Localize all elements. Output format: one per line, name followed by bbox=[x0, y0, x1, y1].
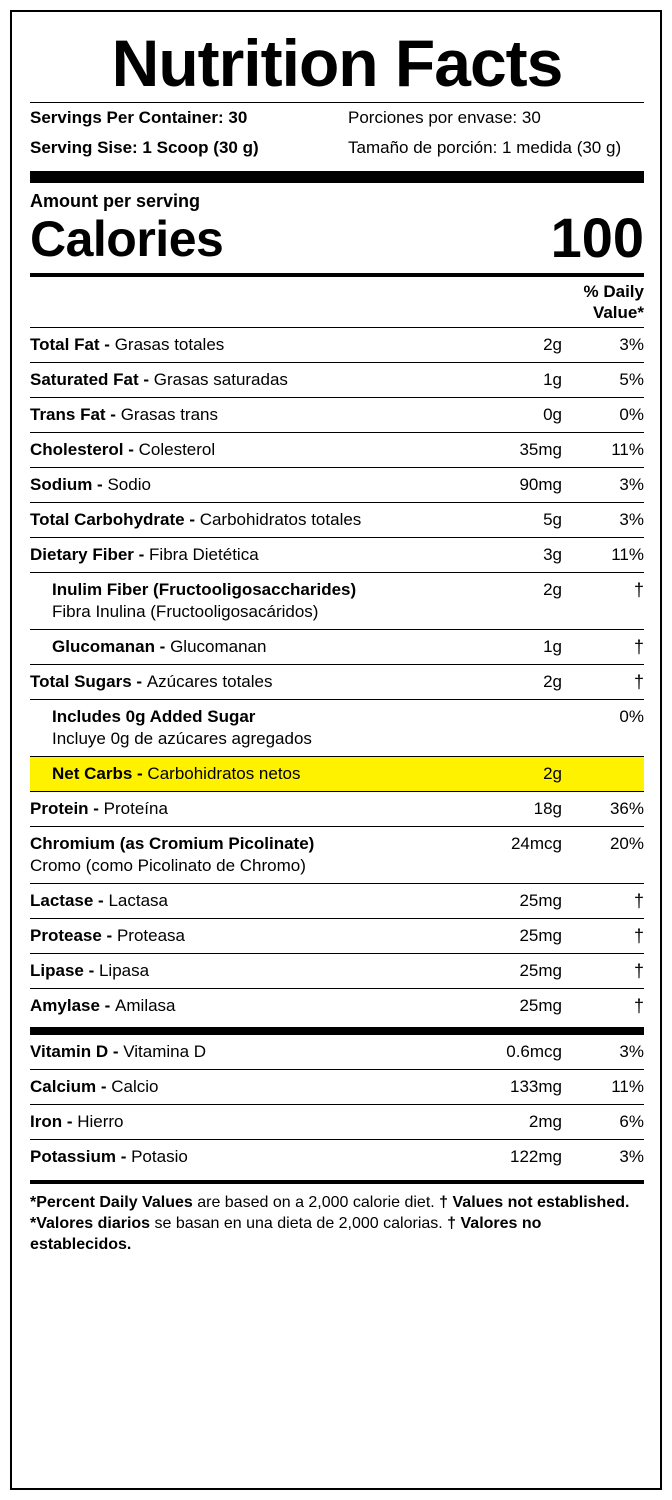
nutrient-name-es: Grasas trans bbox=[120, 405, 218, 424]
nutrient-dv: 3% bbox=[619, 335, 644, 354]
nutrient-name-en: Total Fat - bbox=[30, 335, 115, 354]
servings-per-container-es: Porciones por envase: 30 bbox=[348, 108, 541, 127]
nutrient-name-es: Incluye 0g de azúcares agregados bbox=[52, 729, 312, 748]
nutrient-name-es: Fibra Inulina (Fructooligosacáridos) bbox=[52, 602, 319, 621]
nutrient-dv: 11% bbox=[611, 545, 644, 564]
serving-size-es: Tamaño de porción: 1 medida (30 g) bbox=[348, 138, 622, 157]
nutrient-name-es: Carbohidratos netos bbox=[147, 764, 301, 783]
table-row bbox=[30, 1035, 644, 1069]
table-row bbox=[30, 953, 644, 988]
nutrient-name-es: Lipasa bbox=[98, 961, 150, 980]
table-row bbox=[30, 1104, 644, 1139]
serving-size-en: Serving Sise: 1 Scoop (30 g) bbox=[30, 138, 259, 157]
nutrient-name-en: Includes 0g Added Sugar bbox=[52, 707, 256, 726]
nutrient-dv: 20% bbox=[609, 834, 644, 853]
footnote-part2: are based on a 2,000 calorie diet. bbox=[192, 1194, 440, 1211]
nutrient-amount: 2g bbox=[543, 580, 562, 599]
table-row bbox=[30, 362, 644, 397]
nutrient-name-es: Amilasa bbox=[115, 996, 176, 1015]
nutrient-name-es: Colesterol bbox=[138, 440, 216, 459]
nutrient-name-en: Iron - bbox=[30, 1112, 78, 1131]
nutrient-amount: 2g bbox=[543, 672, 562, 691]
nutrient-dv: 3% bbox=[619, 1042, 644, 1061]
table-row bbox=[30, 327, 644, 362]
label-content bbox=[30, 26, 644, 1255]
nutrient-dv: † bbox=[633, 580, 644, 600]
table-row bbox=[30, 537, 644, 572]
table-row bbox=[30, 629, 644, 664]
nutrient-amount: 122mg bbox=[510, 1147, 562, 1166]
nutrient-name-es: Fibra Dietética bbox=[149, 545, 259, 564]
amount-per-serving-label: Amount per serving bbox=[30, 191, 201, 211]
nutrient-dv: 3% bbox=[619, 475, 644, 494]
servings-per-container-row bbox=[30, 103, 644, 133]
nutrient-name-es: Proteína bbox=[103, 799, 168, 818]
nutrient-name-en: Protein - bbox=[30, 799, 104, 818]
nutrient-dv: † bbox=[633, 996, 644, 1016]
nutrient-name-en: Calcium - bbox=[30, 1077, 112, 1096]
table-row bbox=[30, 988, 644, 1023]
nutrient-name-es: Azúcares totales bbox=[146, 672, 273, 691]
table-row bbox=[30, 791, 644, 826]
nutrient-name-en: Glucomanan - bbox=[52, 637, 171, 656]
nutrient-name-en: Net Carbs - bbox=[52, 764, 148, 783]
daily-value-header-line2: Value* bbox=[592, 303, 644, 322]
nutrient-amount: 2g bbox=[543, 764, 562, 783]
nutrient-amount: 24mcg bbox=[510, 834, 562, 853]
nutrient-name-en: Vitamin D - bbox=[30, 1042, 124, 1061]
nutrient-name-en: Lactase - bbox=[30, 891, 109, 910]
nutrient-name bbox=[30, 1041, 462, 1063]
nutrient-dv: 11% bbox=[611, 1077, 644, 1096]
nutrient-dv: † bbox=[633, 891, 644, 911]
nutrient-amount: 0.6mcg bbox=[506, 1042, 562, 1061]
nutrient-dv: † bbox=[633, 672, 644, 692]
table-row bbox=[30, 826, 644, 883]
nutrient-dv: † bbox=[633, 961, 644, 981]
nutrient-name bbox=[30, 1076, 462, 1098]
nutrition-facts-panel bbox=[10, 10, 662, 1490]
nutrient-name bbox=[30, 369, 462, 391]
nutrient-name-es: Grasas totales bbox=[114, 335, 225, 354]
nutrient-name bbox=[30, 1111, 462, 1133]
nutrient-amount: 133mg bbox=[510, 1077, 562, 1096]
nutrient-name bbox=[30, 833, 462, 877]
nutrient-name-en: Inulim Fiber (Fructooligosaccharides) bbox=[52, 580, 357, 599]
table-row bbox=[30, 572, 644, 629]
nutrient-name bbox=[30, 995, 462, 1017]
nutrient-name bbox=[30, 544, 462, 566]
nutrient-name-en: Protease - bbox=[30, 926, 117, 945]
footnote-part3: † Values not established. *Valores diarios bbox=[30, 1194, 630, 1232]
nutrient-amount: 3g bbox=[543, 545, 562, 564]
nutrient-name bbox=[30, 925, 462, 947]
nutrient-name-es: Cromo (como Picolinato de Chromo) bbox=[30, 856, 306, 875]
table-row bbox=[30, 397, 644, 432]
nutrient-name bbox=[30, 334, 462, 356]
nutrient-name bbox=[30, 439, 462, 461]
nutrient-amount: 18g bbox=[533, 799, 562, 818]
nutrient-dv: 6% bbox=[619, 1112, 644, 1131]
nutrient-amount: 90mg bbox=[519, 475, 562, 494]
nutrient-amount: 25mg bbox=[519, 891, 562, 910]
divider-vitamins bbox=[30, 1027, 644, 1035]
nutrient-name bbox=[30, 579, 462, 623]
nutrient-dv: 5% bbox=[619, 370, 644, 389]
table-row bbox=[30, 502, 644, 537]
calories-value: 100 bbox=[550, 206, 644, 269]
footnote bbox=[30, 1184, 644, 1255]
table-row bbox=[30, 1139, 644, 1174]
nutrient-name-es: Vitamina D bbox=[123, 1042, 207, 1061]
nutrient-name-en: Total Sugars - bbox=[30, 672, 147, 691]
nutrient-name-es: Hierro bbox=[77, 1112, 124, 1131]
nutrient-name-es: Proteasa bbox=[116, 926, 185, 945]
nutrient-name-en: Trans Fat - bbox=[30, 405, 121, 424]
table-row bbox=[30, 1069, 644, 1104]
footnote-part4: se basan en una dieta de 2,000 calorias. bbox=[150, 1215, 443, 1232]
nutrient-name bbox=[30, 798, 462, 820]
table-row bbox=[30, 918, 644, 953]
nutrient-name-es: Calcio bbox=[111, 1077, 159, 1096]
nutrient-name bbox=[30, 509, 462, 531]
nutrient-dv: 3% bbox=[619, 510, 644, 529]
table-row bbox=[30, 699, 644, 756]
nutrient-name-en: Sodium - bbox=[30, 475, 108, 494]
daily-value-header bbox=[30, 277, 644, 327]
nutrient-amount: 25mg bbox=[519, 961, 562, 980]
nutrient-amount: 1g bbox=[543, 637, 562, 656]
calories-label: Calories bbox=[30, 211, 224, 267]
nutrient-name-en: Amylase - bbox=[30, 996, 116, 1015]
nutrient-name bbox=[30, 763, 462, 785]
nutrient-name bbox=[30, 474, 462, 496]
nutrient-dv: 0% bbox=[619, 405, 644, 424]
footnote-part5: † Valores no establecidos. bbox=[30, 1215, 542, 1253]
table-row bbox=[30, 883, 644, 918]
nutrient-name bbox=[30, 890, 462, 912]
nutrient-name bbox=[30, 671, 462, 693]
nutrient-name-en: Potassium - bbox=[30, 1147, 132, 1166]
nutrient-name-es: Grasas saturadas bbox=[153, 370, 288, 389]
nutrient-name-es: Glucomanan bbox=[170, 637, 267, 656]
nutrient-name-en: Lipase - bbox=[30, 961, 99, 980]
nutrient-name-es: Carbohidratos totales bbox=[199, 510, 362, 529]
nutrient-amount: 35mg bbox=[519, 440, 562, 459]
nutrient-dv: 0% bbox=[619, 707, 644, 726]
nutrient-name bbox=[30, 960, 462, 982]
nutrient-amount: 5g bbox=[543, 510, 562, 529]
footnote-part1: *Percent Daily Values bbox=[30, 1194, 193, 1211]
nutrient-dv: 11% bbox=[611, 440, 644, 459]
table-row bbox=[30, 664, 644, 699]
nutrient-amount: 25mg bbox=[519, 996, 562, 1015]
divider-thick-top bbox=[30, 171, 644, 183]
nutrient-amount: 25mg bbox=[519, 926, 562, 945]
nutrient-amount: 2mg bbox=[528, 1112, 562, 1131]
table-row bbox=[30, 467, 644, 502]
nutrient-amount: 2g bbox=[543, 335, 562, 354]
servings-per-container-en: Servings Per Container: 30 bbox=[30, 108, 248, 127]
nutrient-name bbox=[30, 636, 462, 658]
page-title: Nutrition Facts bbox=[111, 26, 563, 100]
nutrient-name-en: Cholesterol - bbox=[30, 440, 139, 459]
calories-row bbox=[30, 206, 644, 269]
nutrient-name-en: Dietary Fiber - bbox=[30, 545, 150, 564]
nutrient-name-en: Chromium (as Cromium Picolinate) bbox=[30, 834, 315, 853]
nutrient-name bbox=[30, 706, 462, 750]
table-row bbox=[30, 432, 644, 467]
table-row-net-carbs bbox=[30, 756, 644, 791]
serving-size-row bbox=[30, 133, 644, 163]
nutrient-name bbox=[30, 1146, 462, 1168]
nutrient-dv: 3% bbox=[619, 1147, 644, 1166]
nutrient-amount: 1g bbox=[543, 370, 562, 389]
nutrient-name-en: Saturated Fat - bbox=[30, 370, 154, 389]
nutrient-name-es: Potasio bbox=[131, 1147, 188, 1166]
daily-value-header-line1: % Daily bbox=[583, 282, 644, 301]
nutrient-name bbox=[30, 404, 462, 426]
nutrient-name-es: Sodio bbox=[107, 475, 151, 494]
nutrient-name-en: Total Carbohydrate - bbox=[30, 510, 200, 529]
nutrient-amount: 0g bbox=[543, 405, 562, 424]
nutrient-dv: † bbox=[633, 637, 644, 657]
nutrient-dv: 36% bbox=[609, 799, 644, 818]
nutrient-dv: † bbox=[633, 926, 644, 946]
nutrient-name-es: Lactasa bbox=[108, 891, 168, 910]
